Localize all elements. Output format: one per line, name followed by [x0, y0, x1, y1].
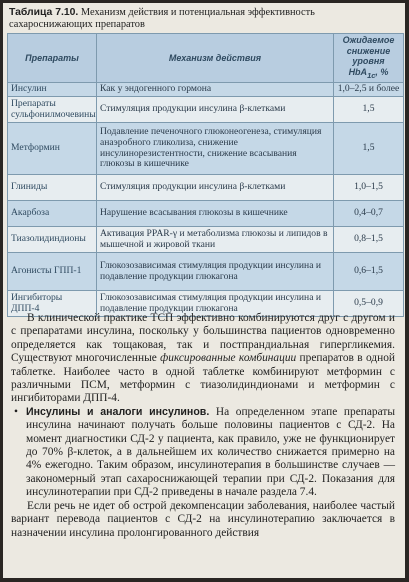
cell-mechanism: Стимуляция продукции инсулина β-клетками — [97, 175, 334, 201]
table-row — [8, 227, 404, 253]
table-row — [8, 175, 404, 201]
cell-drug: Ингибиторы ДПП-4 — [8, 291, 97, 317]
cell-drug: Глиниды — [8, 175, 97, 201]
cell-effect: 0,4–0,7 — [334, 201, 404, 227]
cell-mechanism: Активация PPAR-γ и метаболизма глюкозы и липидов в мышечной и жировой ткани — [97, 227, 334, 253]
table-row — [8, 97, 404, 123]
table-row — [8, 83, 404, 97]
cell-drug: Инсулин — [8, 83, 97, 97]
table-caption-text: Механизм действия и потенциальная эффективность сахароснижающих препаратов — [9, 7, 315, 30]
cell-effect: 1,0–2,5 и более — [334, 83, 404, 97]
bullet-dot: • — [14, 405, 18, 418]
body-text — [11, 312, 395, 540]
table-row — [8, 253, 404, 291]
table-row — [8, 123, 404, 175]
header-drug: Препараты — [8, 34, 97, 83]
cell-drug: Тиазолидиндионы — [8, 227, 97, 253]
cell-effect: 0,5–0,9 — [334, 291, 404, 317]
cell-effect: 0,6–1,5 — [334, 253, 404, 291]
paragraph-transfer: Если речь не идет об острой декомпенсации заболевания, наиболее частый вариант перевода пациентов с СД-2 на инсулинотерапию заключается в назначении инсулина пролонгированного действия — [11, 499, 395, 539]
header-effect-sub: 1с — [367, 70, 376, 80]
header-effect-unit: , % — [375, 66, 389, 77]
table-header-row — [8, 34, 404, 83]
fixed-combinations-term: фиксированные комбинации — [160, 352, 297, 365]
paragraph-insulins — [11, 406, 395, 500]
cell-mechanism: Как у эндогенного гормона — [97, 83, 334, 97]
drug-efficacy-table — [7, 33, 404, 317]
cell-effect: 1,5 — [334, 97, 404, 123]
insulins-heading: Инсулины и аналоги инсулинов. — [26, 405, 210, 418]
table-row — [8, 201, 404, 227]
header-effect — [334, 34, 404, 83]
insulins-text: На определенном этапе препараты инсулина начинают получать больше половины пациентов с СД-2. На момент диагностики СД-2 у пациента, как правило, уже не функционирует до 70% β-клеток, а в дальнейшем их количество снижается примерно на 4% ежегодно. Таким образом, инсулинотерапия в большинстве случаев — закономерный этап сахароснижающей терапии при СД-2. Показания для инсулинотерапии при СД-2 приведены в начале раздела 7.4. — [26, 405, 395, 499]
header-mechanism: Механизм действия — [97, 34, 334, 83]
paragraph-combinations — [11, 312, 395, 406]
cell-drug: Метформин — [8, 123, 97, 175]
table-caption-label: Таблица 7.10. — [9, 7, 79, 18]
cell-effect: 1,0–1,5 — [334, 175, 404, 201]
cell-effect: 0,8–1,5 — [334, 227, 404, 253]
cell-drug: Препараты сульфонилмочевины — [8, 97, 97, 123]
paragraph-combinations-end: препаратов в одной таблетке. Наиболее часто в одной таблетке комбинируют метформин с различными ПСМ, метформин с тиазолидиндионами и метформин с ингибиторами ДПП-4. — [11, 352, 395, 405]
cell-drug: Акарбоза — [8, 201, 97, 227]
cell-mechanism: Подавление печеночного глюконеогенеза, стимуляция анаэробного гликолиза, снижение инсулинорезистентности, снижение всасывания глюкозы в кишечнике — [97, 123, 334, 175]
book-page — [3, 3, 405, 578]
header-effect-main: Ожидаемое снижение уровня HbA — [342, 35, 395, 77]
cell-mechanism: Стимуляция продукции инсулина β-клетками — [97, 97, 334, 123]
paragraph-combinations-start: В клинической практике ТСП эффективно комбинируются друг с другом и с препаратами инсулина, поскольку у большинства пациентов одновременно определяется как тощаковая, так и постпрандиальная гипергликемия. Существуют многочисленные — [11, 312, 395, 365]
cell-mechanism: Глюкозозависимая стимуляция продукции инсулина и подавление продукции глюкагона — [97, 253, 334, 291]
cell-effect: 1,5 — [334, 123, 404, 175]
cell-mechanism: Глюкозозависимая стимуляция продукции инсулина и подавление продукции глюкагона — [97, 291, 334, 317]
cell-mechanism: Нарушение всасывания глюкозы в кишечнике — [97, 201, 334, 227]
table-caption — [9, 7, 401, 31]
cell-drug: Агонисты ГПП-1 — [8, 253, 97, 291]
